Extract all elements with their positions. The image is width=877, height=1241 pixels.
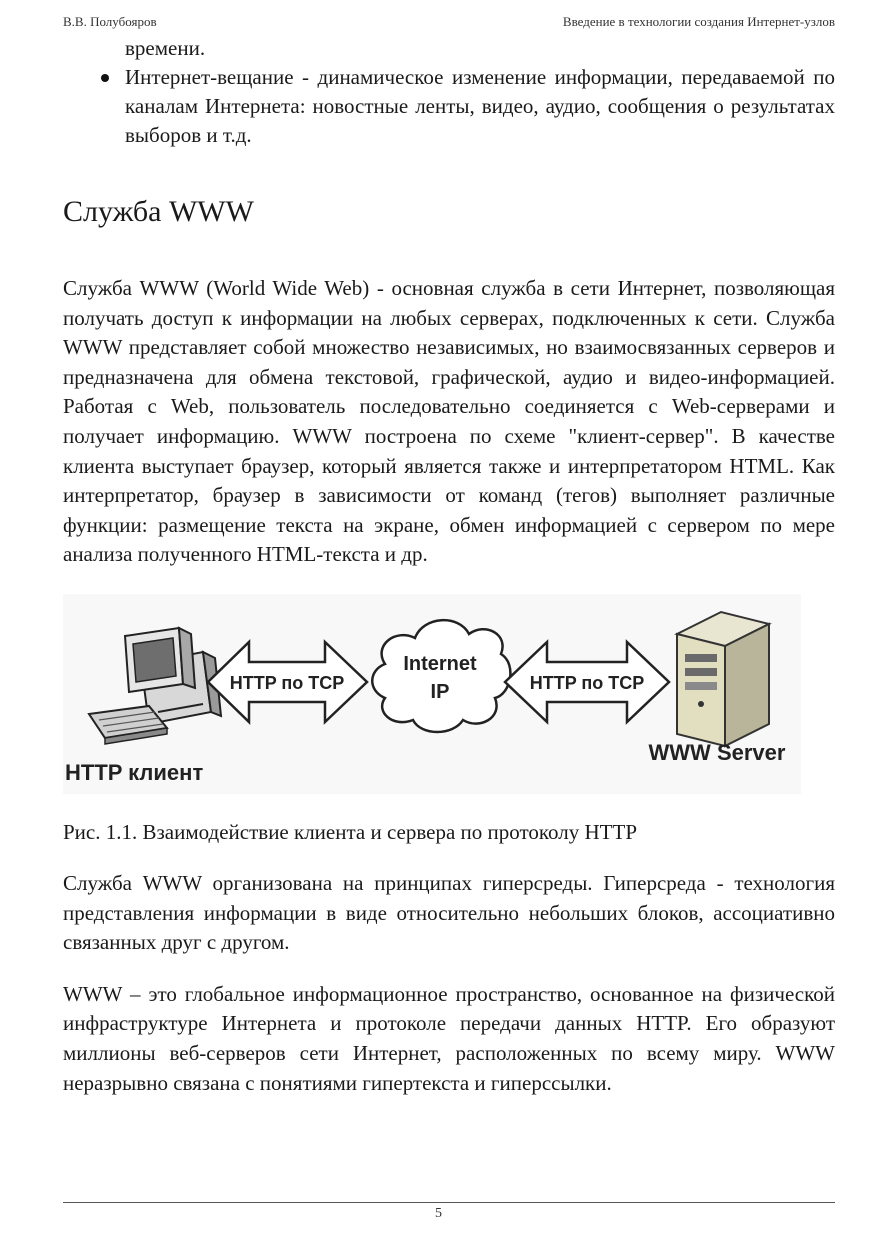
paragraph-www-global: WWW – это глобальное информационное пространство, основанное на физической инфраструктуре Интернета и протоколе передачи данных HTTP. Его образуют миллионы веб-серверов сети Интернет, расположенных по всему миру. WWW неразрывно связана с понятиями гипертекста и гиперссылки.	[63, 981, 835, 1095]
arrow-left-label: HTTP по TCP	[229, 672, 345, 693]
header-book-title: Введение в технологии создания Интернет-узлов	[562, 14, 835, 29]
page-header	[63, 14, 835, 34]
bullet-text: Интернет-вещание - динамическое изменение информации, передаваемой по каналам Интернета: новостные ленты, видео, аудио, сообщения о результатах выборов и т.д.	[125, 65, 835, 147]
bullet-dot-icon	[101, 74, 109, 82]
page-number: 5	[435, 1206, 442, 1221]
computer-icon	[89, 628, 221, 744]
client-label: HTTP клиент	[65, 759, 204, 785]
arrow-right-label: HTTP по TCP	[529, 672, 645, 693]
diagram-svg	[63, 594, 801, 794]
cloud-label-ip: IP	[430, 680, 450, 703]
continued-text: времени.	[125, 36, 206, 60]
page-content	[63, 34, 835, 1098]
bullet-list	[63, 63, 835, 150]
figure-client-server	[63, 594, 801, 794]
figure-caption: Рис. 1.1. Взаимодействие клиента и сервера по протоколу HTTP	[63, 819, 637, 844]
paragraph-hypermedia: Служба WWW организована на принципах гиперсреды. Гиперсреда - технология представления информации в виде относительно небольших блоков, ассоциативно связанных друг с другом.	[63, 870, 835, 955]
footer-divider	[63, 1202, 835, 1203]
server-label: WWW Server	[648, 739, 786, 765]
paragraph-www-intro: Служба WWW (World Wide Web) - основная служба в сети Интернет, позволяющая получать доступ к информации на любых серверах, подключенных к сети. Служба WWW представляет собой множество независимых, но взаимосвязанных серверов и предназначена для обмена текстовой, графической, аудио и видео-информацией. Работая с Web, пользователь последовательно соединяется с Web-серверами и получает информацию. WWW построена по схеме "клиент-сервер". В качестве клиента выступает браузер, который является также и интерпретатором HTML. Как интерпретатор, браузер в зависимости от команд (тегов) выполняет различные функции: размещение текста на экране, обмен информацией с сервером по мере анализа полученного HTML-текста и др.	[63, 276, 835, 567]
cloud-label-internet: Internet	[403, 652, 477, 675]
header-author: В.В. Полубояров	[63, 14, 157, 29]
cloud-icon	[372, 620, 510, 732]
list-item	[63, 63, 835, 150]
server-icon	[677, 612, 769, 746]
section-title: Служба WWW	[63, 195, 254, 228]
